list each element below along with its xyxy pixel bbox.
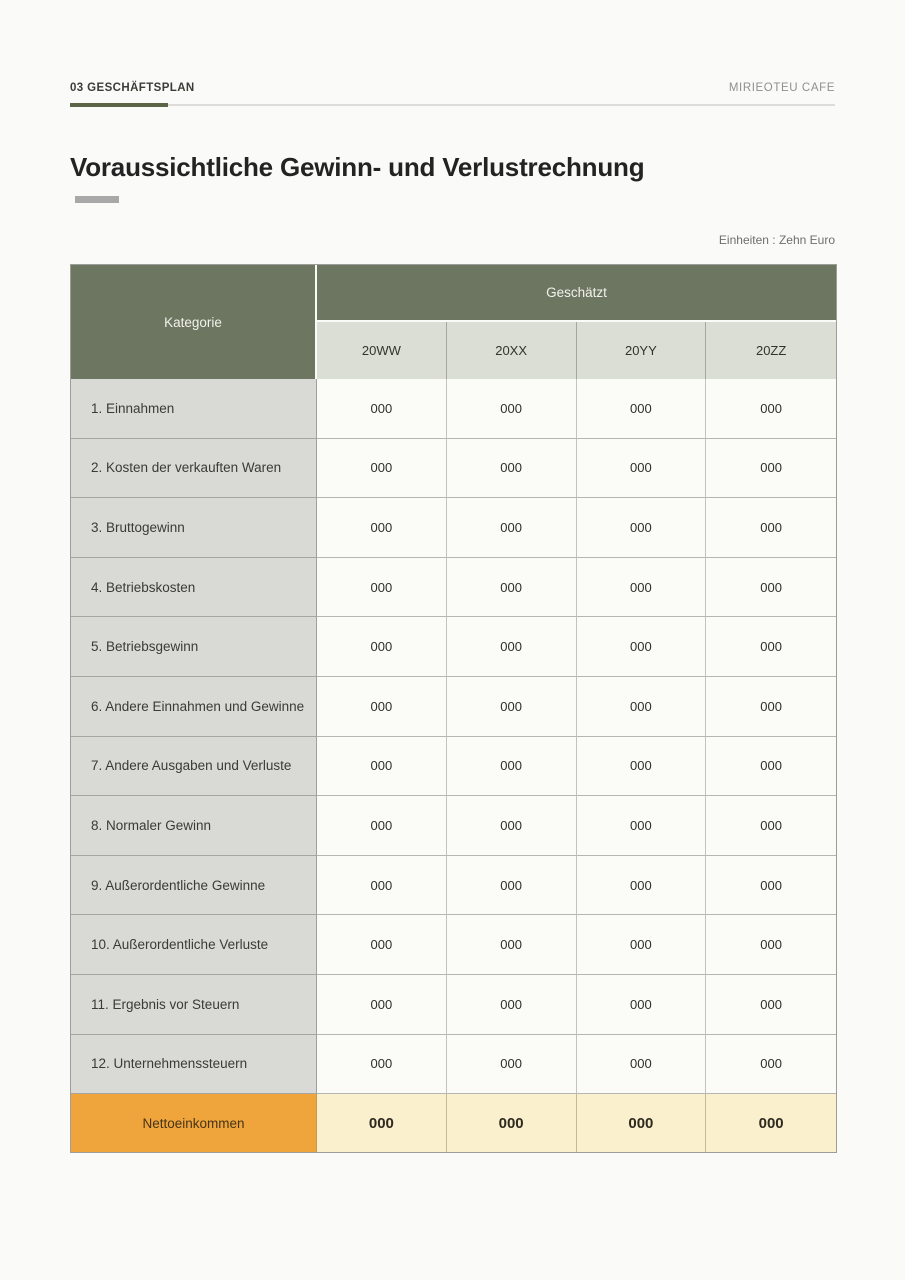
cell-value: 000 <box>447 737 577 797</box>
column-header-year-20xx: 20XX <box>447 322 577 379</box>
table-row <box>71 439 836 499</box>
cell-value: 000 <box>447 379 577 439</box>
cell-value: 000 <box>317 737 447 797</box>
column-header-year-20yy: 20YY <box>577 322 707 379</box>
table-row <box>71 975 836 1035</box>
cell-value: 000 <box>317 915 447 975</box>
cell-value: 000 <box>706 856 836 916</box>
cell-value: 000 <box>706 498 836 558</box>
row-label: 3. Bruttogewinn <box>71 498 317 558</box>
cell-value: 000 <box>317 439 447 499</box>
table-row <box>71 498 836 558</box>
cell-value: 000 <box>706 617 836 677</box>
row-label: 9. Außerordentliche Gewinne <box>71 856 317 916</box>
row-label: 8. Normaler Gewinn <box>71 796 317 856</box>
total-cell-value: 000 <box>317 1094 447 1152</box>
cell-value: 000 <box>317 1035 447 1095</box>
page-title: Voraussichtliche Gewinn- und Verlustrechnung <box>70 152 645 182</box>
table-row <box>71 915 836 975</box>
row-label: 6. Andere Einnahmen und Gewinne <box>71 677 317 737</box>
total-cell-value: 000 <box>706 1094 836 1152</box>
cell-value: 000 <box>447 796 577 856</box>
row-label: 4. Betriebskosten <box>71 558 317 618</box>
table-row <box>71 737 836 797</box>
cell-value: 000 <box>317 379 447 439</box>
cell-value: 000 <box>317 617 447 677</box>
cell-value: 000 <box>577 677 707 737</box>
table-row <box>71 558 836 618</box>
section-label: 03 GESCHÄFTSPLAN <box>70 82 195 94</box>
cell-value: 000 <box>317 975 447 1035</box>
table-row <box>71 677 836 737</box>
cell-value: 000 <box>706 796 836 856</box>
cell-value: 000 <box>577 439 707 499</box>
cell-value: 000 <box>577 975 707 1035</box>
column-header-year-20ww: 20WW <box>317 322 447 379</box>
cell-value: 000 <box>317 498 447 558</box>
cell-value: 000 <box>447 617 577 677</box>
cell-value: 000 <box>447 1035 577 1095</box>
cell-value: 000 <box>706 677 836 737</box>
row-label: 1. Einnahmen <box>71 379 317 439</box>
cell-value: 000 <box>447 558 577 618</box>
cell-value: 000 <box>447 915 577 975</box>
row-label: 12. Unternehmenssteuern <box>71 1035 317 1095</box>
table-row <box>71 379 836 439</box>
table-row <box>71 1035 836 1095</box>
cell-value: 000 <box>577 856 707 916</box>
cell-value: 000 <box>577 796 707 856</box>
table-row <box>71 617 836 677</box>
running-header <box>70 82 835 94</box>
brand-label: MIRIEOTEU CAFE <box>728 82 835 94</box>
row-label: 10. Außerordentliche Verluste <box>71 915 317 975</box>
cell-value: 000 <box>317 856 447 916</box>
table-row <box>71 796 836 856</box>
cell-value: 000 <box>317 796 447 856</box>
row-label: 5. Betriebsgewinn <box>71 617 317 677</box>
profit-loss-table <box>70 264 837 1153</box>
total-row-label: Nettoeinkommen <box>71 1094 317 1152</box>
cell-value: 000 <box>447 856 577 916</box>
cell-value: 000 <box>706 379 836 439</box>
cell-value: 000 <box>447 498 577 558</box>
cell-value: 000 <box>447 439 577 499</box>
table-total-row <box>71 1094 836 1152</box>
units-note: Einheiten : Zehn Euro <box>718 233 835 247</box>
cell-value: 000 <box>317 677 447 737</box>
cell-value: 000 <box>447 975 577 1035</box>
cell-value: 000 <box>577 1035 707 1095</box>
cell-value: 000 <box>706 439 836 499</box>
cell-value: 000 <box>577 498 707 558</box>
cell-value: 000 <box>706 737 836 797</box>
row-label: 11. Ergebnis vor Steuern <box>71 975 317 1035</box>
table-header-row-group <box>71 265 836 322</box>
total-cell-value: 000 <box>447 1094 577 1152</box>
row-label: 7. Andere Ausgaben und Verluste <box>71 737 317 797</box>
header-rule-accent <box>70 103 168 107</box>
title-accent-bar <box>75 196 119 203</box>
header-rule <box>70 104 835 106</box>
column-header-year-20zz: 20ZZ <box>706 322 836 379</box>
cell-value: 000 <box>706 975 836 1035</box>
cell-value: 000 <box>706 1035 836 1095</box>
cell-value: 000 <box>577 617 707 677</box>
cell-value: 000 <box>577 379 707 439</box>
column-header-category: Kategorie <box>71 265 317 379</box>
cell-value: 000 <box>317 558 447 618</box>
cell-value: 000 <box>577 558 707 618</box>
table-row <box>71 856 836 916</box>
column-header-estimated-group: Geschätzt <box>317 265 836 322</box>
cell-value: 000 <box>447 677 577 737</box>
cell-value: 000 <box>706 915 836 975</box>
cell-value: 000 <box>577 915 707 975</box>
cell-value: 000 <box>706 558 836 618</box>
cell-value: 000 <box>577 737 707 797</box>
total-cell-value: 000 <box>577 1094 707 1152</box>
row-label: 2. Kosten der verkauften Waren <box>71 439 317 499</box>
